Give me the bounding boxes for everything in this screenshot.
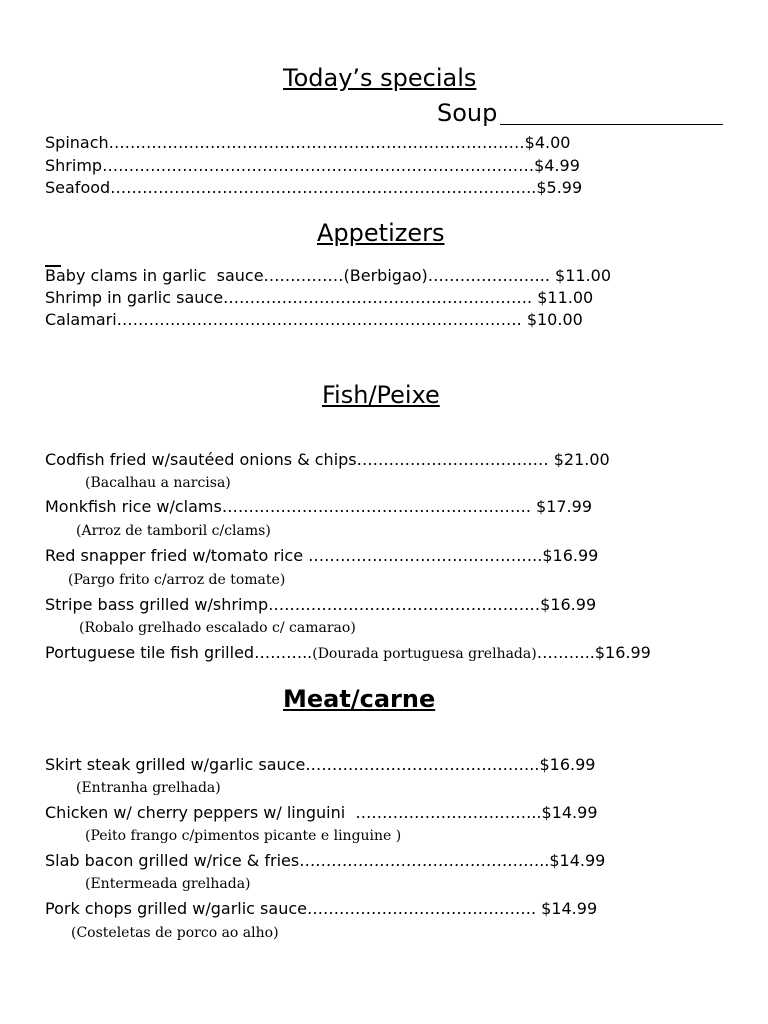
fish-heading: Fish/Peixe <box>322 381 440 409</box>
fish-item-stripe-bass-pt: (Robalo grelhado escalado c/ camarao) <box>79 620 356 636</box>
meat-item-skirt-steak-pt: (Entranha grelhada) <box>76 780 221 796</box>
meat-item-chicken-pt: (Peito frango c/pimentos picante e linguine ) <box>85 828 402 844</box>
meat-item-skirt-steak: Skirt steak grilled w/garlic sauce……………………………………..$16.99 <box>45 755 596 774</box>
meat-item-chicken: Chicken w/ cherry peppers w/ linguini ……………………………..$14.99 <box>45 803 598 822</box>
meat-item-slab-bacon-pt: (Entermeada grelhada) <box>85 876 251 892</box>
appetizers-heading: Appetizers <box>317 219 445 247</box>
appetizer-item-calamari: Calamari…………………………………………………………………. $10.00 <box>45 310 583 329</box>
fish-item-stripe-bass: Stripe bass grilled w/shrimp……………………………………………$16.99 <box>45 595 597 614</box>
fish-item-monkfish: Monkfish rice w/clams…………………………………………………. $17.99 <box>45 497 592 516</box>
fish-item-red-snapper: Red snapper fried w/tomato rice ……………………………………..$16.99 <box>45 546 599 565</box>
soup-item-seafood: Seafood……………………………………………………………………..$5.99 <box>45 178 583 197</box>
soup-heading: Soup <box>437 99 498 127</box>
fish-item-codfish-pt: (Bacalhau a narcisa) <box>85 475 231 491</box>
tile-fish-text-before: Portuguese tile fish grilled……….. <box>45 643 313 662</box>
appetizer-item-shrimp-garlic: Shrimp in garlic sauce…………………………………………………. $11.00 <box>45 288 594 307</box>
soup-item-shrimp: Shrimp………………………………………………………………………$4.99 <box>45 156 580 175</box>
meat-item-pork-chops-pt: (Costeletas de porco ao alho) <box>71 925 279 941</box>
soup-item-spinach: Spinach……………………………………………………………………$4.00 <box>45 133 571 152</box>
meat-item-pork-chops: Pork chops grilled w/garlic sauce……………………………………. $14.99 <box>45 899 598 918</box>
soup-heading-rule <box>500 124 723 125</box>
fish-item-red-snapper-pt: (Pargo frito c/arroz de tomate) <box>68 572 286 588</box>
meat-item-slab-bacon: Slab bacon grilled w/rice & fries………………………………………..$14.99 <box>45 851 606 870</box>
tile-fish-pt: (Dourada portuguesa grelhada) <box>312 646 537 662</box>
fish-item-tile-fish <box>45 643 651 662</box>
meat-heading: Meat/carne <box>283 685 436 713</box>
appetizer-item-baby-clams: Baby clams in garlic sauce……………(Berbigao)………………….. $11.00 <box>45 266 612 285</box>
tile-fish-text-after: ………..$16.99 <box>536 643 651 662</box>
fish-item-codfish: Codfish fried w/sautéed onions & chips……………………………… $21.00 <box>45 450 610 469</box>
fish-item-monkfish-pt: (Arroz de tamboril c/clams) <box>76 523 271 539</box>
page-title: Today’s specials <box>283 64 477 92</box>
